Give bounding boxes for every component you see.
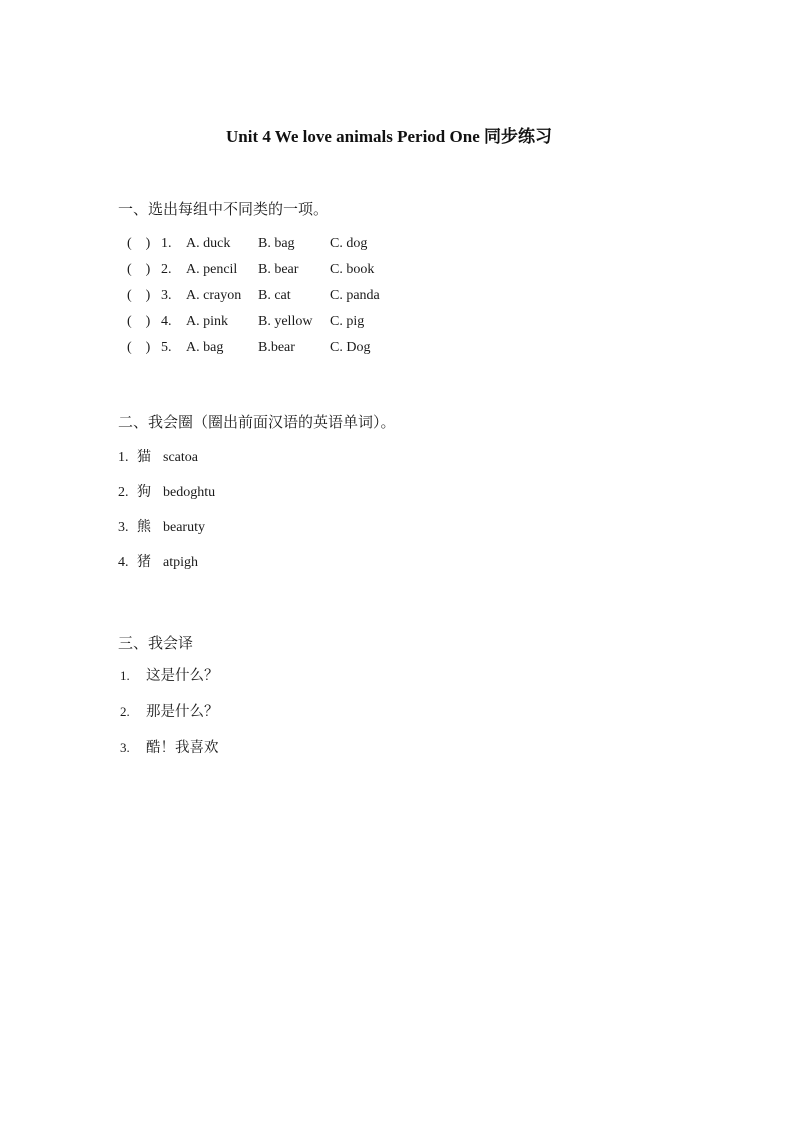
answer-blank-3: ( ) xyxy=(127,288,151,303)
mc-row-4 xyxy=(127,309,380,335)
section2-circle-list xyxy=(118,450,215,590)
circle-row-4-letters: atpigh xyxy=(163,555,198,570)
answer-blank-1: ( ) xyxy=(127,236,151,251)
circle-row-4-hanzi: 猪 xyxy=(137,555,151,570)
mc-row-2-number: 2. xyxy=(161,262,172,277)
section1-heading: 一、选出每组中不同类的一项。 xyxy=(118,202,329,218)
circle-row-2-letters: bedoghtu xyxy=(163,485,216,500)
trans-row-2-text: 那是什么？ xyxy=(146,704,219,720)
mc-row-4-option-a: A. pink xyxy=(186,314,228,329)
trans-row-3-number: 3. xyxy=(120,740,130,755)
mc-row-3-option-a: A. crayon xyxy=(186,288,242,303)
mc-row-3-number: 3. xyxy=(161,288,172,303)
circle-row-2 xyxy=(118,485,215,500)
section2-heading: 二、我会圈（圈出前面汉语的英语单词）。 xyxy=(118,415,396,431)
mc-row-5-number: 5. xyxy=(161,340,172,355)
mc-row-1-number: 1. xyxy=(161,236,172,251)
trans-row-2 xyxy=(120,704,219,720)
answer-blank-2: ( ) xyxy=(127,262,151,277)
mc-row-1-option-b: B. bag xyxy=(258,236,295,251)
mc-row-4-option-c: C. pig xyxy=(330,314,365,329)
trans-row-3-text: 酷！我喜欢 xyxy=(146,740,219,756)
mc-row-2 xyxy=(127,257,380,283)
mc-row-1-option-c: C. dog xyxy=(330,236,368,251)
mc-row-5-option-c: C. Dog xyxy=(330,340,371,355)
page-title: Unit 4 We love animals Period One 同步练习 xyxy=(226,127,552,146)
section3-heading: 三、我会译 xyxy=(118,636,194,652)
section3-translate-list xyxy=(120,668,219,776)
circle-row-1-hanzi: 猫 xyxy=(137,450,151,465)
mc-row-2-option-c: C. book xyxy=(330,262,375,277)
mc-row-3-option-c: C. panda xyxy=(330,288,380,303)
mc-row-3 xyxy=(127,283,380,309)
mc-row-1-option-a: A. duck xyxy=(186,236,231,251)
circle-row-4 xyxy=(118,555,215,570)
answer-blank-5: ( ) xyxy=(127,340,151,355)
answer-blank-4: ( ) xyxy=(127,314,151,329)
mc-row-5-option-a: A. bag xyxy=(186,340,224,355)
trans-row-2-number: 2. xyxy=(120,704,130,719)
mc-row-2-option-a: A. pencil xyxy=(186,262,238,277)
circle-row-3-number: 3. xyxy=(118,520,129,535)
trans-row-1-text: 这是什么？ xyxy=(146,668,219,684)
circle-row-3 xyxy=(118,520,215,535)
mc-row-5 xyxy=(127,335,380,361)
trans-row-1 xyxy=(120,668,219,684)
circle-row-3-hanzi: 熊 xyxy=(137,520,151,535)
circle-row-3-letters: bearuty xyxy=(163,520,205,535)
circle-row-4-number: 4. xyxy=(118,555,129,570)
mc-row-1 xyxy=(127,231,380,257)
mc-row-2-option-b: B. bear xyxy=(258,262,299,277)
circle-row-1-letters: scatoa xyxy=(163,450,198,465)
section1-choice-list xyxy=(127,231,380,361)
circle-row-2-number: 2. xyxy=(118,485,129,500)
mc-row-5-option-b: B.bear xyxy=(258,340,295,355)
circle-row-2-hanzi: 狗 xyxy=(137,485,151,500)
mc-row-3-option-b: B. cat xyxy=(258,288,291,303)
circle-row-1 xyxy=(118,450,215,465)
trans-row-3 xyxy=(120,740,219,756)
mc-row-4-option-b: B. yellow xyxy=(258,314,313,329)
mc-row-4-number: 4. xyxy=(161,314,172,329)
trans-row-1-number: 1. xyxy=(120,668,130,683)
circle-row-1-number: 1. xyxy=(118,450,129,465)
